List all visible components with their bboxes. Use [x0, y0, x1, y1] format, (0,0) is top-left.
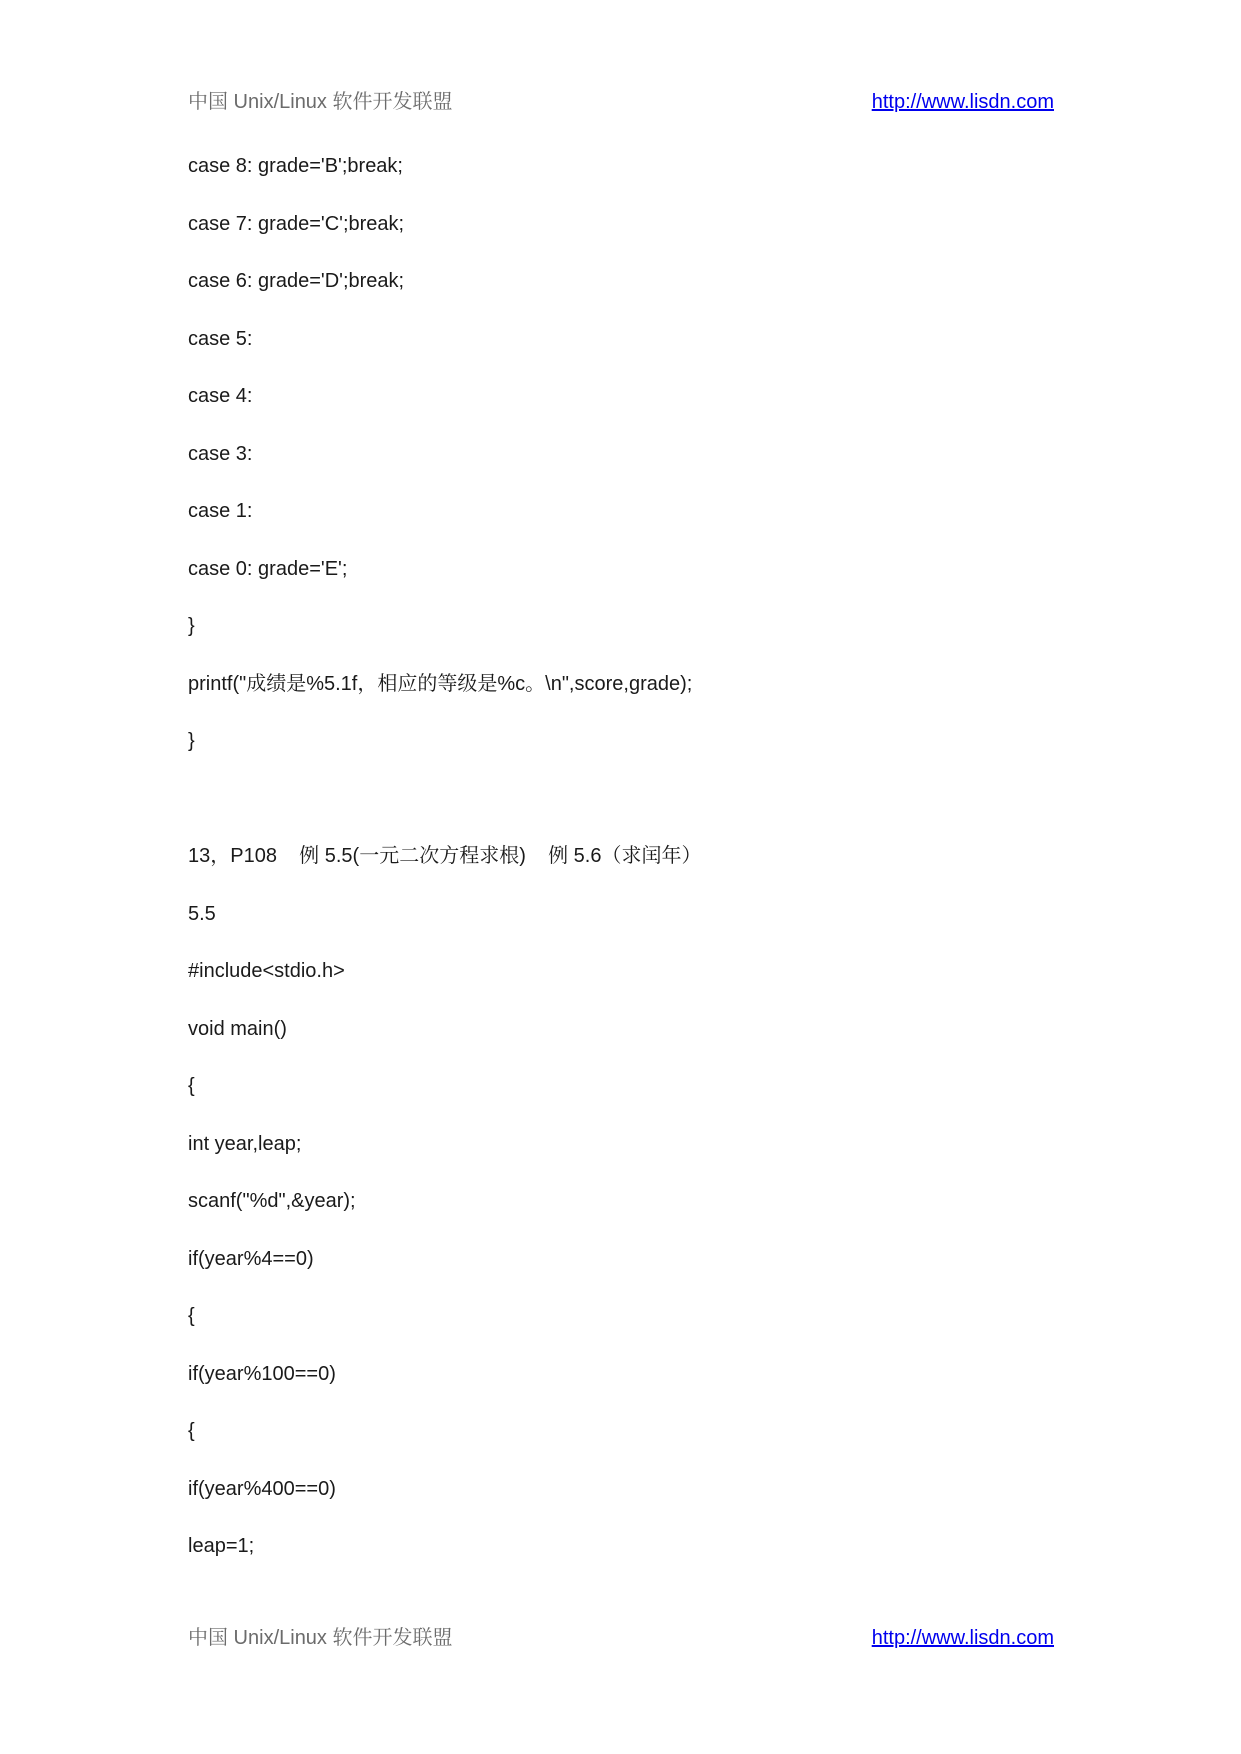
code-line: leap=1; [188, 1535, 255, 1557]
blank-line [188, 785, 1054, 843]
code-line: } [188, 615, 195, 637]
code-line: } [188, 730, 195, 752]
page-header [188, 88, 1054, 118]
code-line: case 8: grade='B';break; [188, 155, 403, 177]
code-line: case 3: [188, 442, 253, 465]
code-line: if(year%100==0) [188, 1362, 336, 1385]
header-site-link[interactable]: http://www.lisdn.com [871, 91, 1054, 113]
code-line: { [188, 1305, 195, 1327]
code-line: case 5: [188, 327, 253, 350]
code-listing [188, 152, 1054, 1590]
code-line: if(year%4==0) [188, 1247, 314, 1270]
code-line: case 0: grade='E'; [188, 557, 348, 580]
code-line: 5.5 [188, 902, 216, 925]
code-line: void main() [188, 1017, 287, 1040]
code-line: { [188, 1075, 195, 1097]
footer-site-link[interactable]: http://www.lisdn.com [871, 1627, 1054, 1649]
code-line: scanf("%d",&year); [188, 1190, 356, 1212]
code-line: if(year%400==0) [188, 1477, 336, 1500]
header-org-name: 中国 Unix/Linux 软件开发联盟 [188, 91, 453, 113]
code-line: printf("成绩是%5.1f，相应的等级是%c。\n",score,grade); [188, 672, 693, 695]
page-footer [188, 1624, 1054, 1654]
code-line: case 7: grade='C';break; [188, 212, 405, 235]
code-line: case 4: [188, 385, 253, 407]
code-line: { [188, 1420, 195, 1442]
code-line: #include<stdio.h> [188, 960, 345, 982]
code-line: case 6: grade='D';break; [188, 270, 405, 292]
footer-org-name: 中国 Unix/Linux 软件开发联盟 [188, 1627, 453, 1649]
code-line: int year,leap; [188, 1132, 302, 1155]
section-heading: 13，P108 例 5.5(一元二次方程求根) 例 5.6（求闰年） [188, 845, 702, 867]
code-line: case 1: [188, 500, 253, 522]
